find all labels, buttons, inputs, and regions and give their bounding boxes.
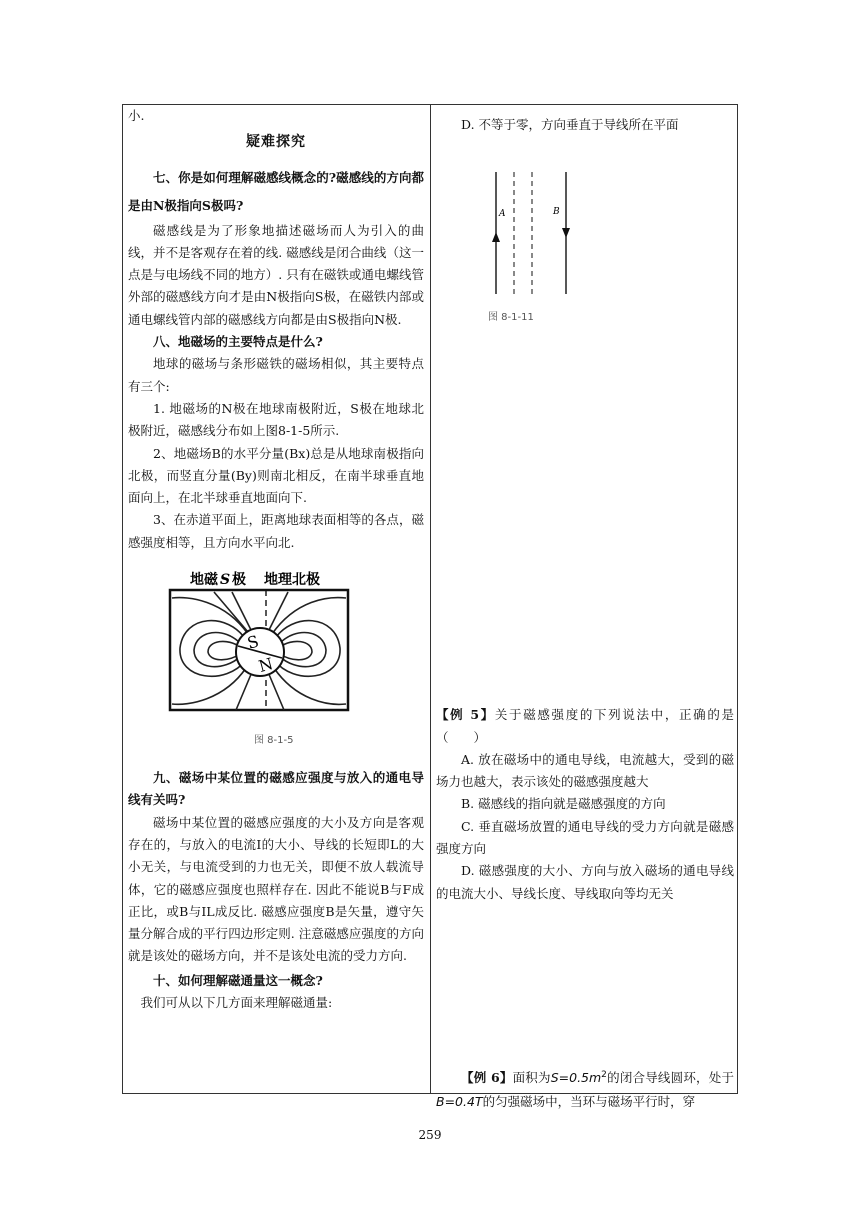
q9-body: 磁场中某位置的磁感应强度的大小及方向是客观存在的，与放入的电流I的大小、导线的长短即L的大小无关，与电流受到的力也无关，即便不放人载流导体，它的磁感应强度也照样存在. 因此不能说B与F成正比，或B与IL成反比. 磁感应强度B是矢量，遵守矢量分解合成的平行四边形定则. 注意磁感应强度的方向就是该处的磁场方向，并不是该处电流的受力方向. bbox=[128, 814, 424, 964]
example-6-label: 【例 6】 bbox=[461, 1070, 513, 1086]
example-5-label: 【例 5】 bbox=[436, 707, 495, 723]
left-column bbox=[128, 108, 424, 1014]
example-6-field: B=0.4T bbox=[436, 1094, 483, 1110]
example-5-stem bbox=[436, 704, 734, 749]
column-divider bbox=[430, 104, 431, 1094]
right-column bbox=[436, 108, 734, 1114]
pole-n: N bbox=[256, 654, 276, 677]
example-6-area-exponent: 2 bbox=[601, 1069, 607, 1080]
figure-label-s: S bbox=[220, 572, 231, 589]
example-6-text-1: 面积为 bbox=[512, 1070, 551, 1086]
example-6-text-3: 的匀强磁场中，当环与磁场平行时，穿 bbox=[482, 1094, 696, 1110]
example-5-option-b: B. 磁感线的指向就是磁感强度的方向 bbox=[461, 796, 666, 812]
example-6-area: S=0.5m bbox=[550, 1070, 602, 1086]
page-number: 259 bbox=[418, 1128, 442, 1142]
wire-label-b: B bbox=[553, 207, 560, 218]
option-d-top: D. 不等于零，方向垂直于导线所在平面 bbox=[461, 117, 679, 132]
q8-intro: 地球的磁场与条形磁铁的磁场相似，其主要特点有三个: bbox=[128, 356, 424, 394]
wire-label-a: A bbox=[499, 209, 506, 220]
q8-point-3: 3、在赤道平面上，距离地球表面相等的各点，磁感强度相等，且方向水平向北. bbox=[128, 512, 424, 550]
q7-body: 磁感线是为了形象地描述磁场而人为引入的曲线，并不是客观存在着的线. 磁感线是闭合曲线（这一点是与电场线不同的地方）. 只有在磁铁或通电螺线管外部的磁感线方向才是由N极指向S极，在磁铁内部或通电螺线管内部的磁感线方向都是由S极指向N极. bbox=[128, 222, 424, 327]
parallel-wires-figure bbox=[436, 144, 734, 324]
earth-magnetic-field-figure bbox=[128, 568, 424, 763]
figure-caption: 图 8-1-5 bbox=[254, 735, 294, 747]
q10-intro: 我们可从以下几方面来理解磁通量: bbox=[140, 995, 333, 1011]
intro-tail: 小. bbox=[128, 108, 145, 123]
example-6-text-2: 的闭合导线圆环，处于 bbox=[606, 1070, 734, 1086]
example-6-stem bbox=[436, 1063, 734, 1114]
q9-title: 九、磁场中某位置的磁感应强度与放入的通电导线有关吗? bbox=[128, 770, 424, 808]
q8-title: 八、地磁场的主要特点是什么? bbox=[153, 334, 323, 350]
example-5-question: 关于磁感强度的下列说法中，正确的是（ ） bbox=[436, 707, 734, 745]
figure-label-right: 地理北极 bbox=[264, 572, 320, 589]
q7-title: 七、你是如何理解磁感线概念的?磁感线的方向都是由N极指向S极吗? bbox=[128, 169, 424, 213]
example-5-option-a: A. 放在磁场中的通电导线，电流越大，受到的磁场力也越大，表示该处的磁感强度越大 bbox=[436, 751, 734, 790]
q8-point-2: 2、地磁场B的水平分量(Bx)总是从地球南极指向北极，而竖直分量(By)则南北相反，在南半球垂直地面向上，在北半球垂直地面向下. bbox=[128, 445, 424, 506]
example-5-option-d: D. 磁感强度的大小、方向与放入磁场的通电导线的电流大小、导线长度、导线取向等均无关 bbox=[436, 863, 734, 901]
example-5-option-c: C. 垂直磁场放置的通电导线的受力方向就是磁感强度方向 bbox=[436, 818, 734, 857]
figure-caption-right: 图 8-1-11 bbox=[488, 312, 534, 324]
q10-title: 十、如何理解磁通量这一概念? bbox=[153, 972, 323, 988]
pole-s: S bbox=[245, 631, 261, 653]
figure-label-left: 地磁 bbox=[190, 572, 218, 589]
q8-point-1: 1. 地磁场的N极在地球南极附近，S极在地球北极附近，磁感线分布如上图8-1-5所示. bbox=[128, 400, 424, 439]
section-title: 疑难探究 bbox=[246, 134, 306, 151]
figure-label-ji: 极 bbox=[232, 572, 246, 589]
